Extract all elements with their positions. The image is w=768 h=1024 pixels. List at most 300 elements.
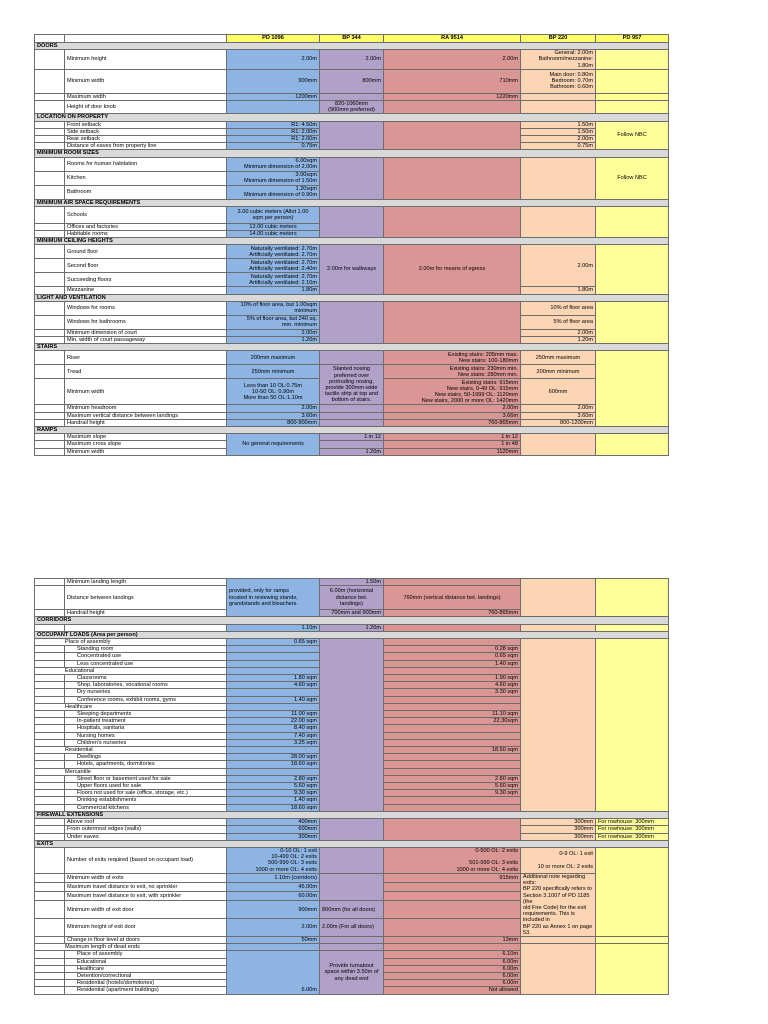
row-label: Mezzanine: [65, 287, 227, 294]
pd1096-cell: 2.00m: [227, 50, 320, 70]
bp344-cell: [320, 944, 384, 951]
row-stub: [35, 245, 65, 259]
pd1096-cell: 1.80 sqm: [227, 675, 320, 682]
row-stub: [35, 965, 65, 972]
table-row: [35, 624, 669, 631]
row-label: Minimum headroom: [65, 405, 227, 412]
row-stub: [35, 732, 65, 739]
row-stub: Residential: [35, 747, 227, 754]
row-label: Maximum length of dead ends: [35, 944, 227, 951]
row-label: Ground floor: [65, 245, 227, 259]
pd1096-cell: 3.25 sqm: [227, 739, 320, 746]
section-header-row: [35, 114, 669, 121]
row-label: Educational: [65, 958, 227, 965]
bp220-cell: [521, 936, 596, 943]
row-stub: [35, 287, 65, 294]
pd1096-cell: 2.00m: [227, 919, 320, 937]
bp344-cell: [320, 936, 384, 943]
ra9514-cell: 1220mm: [384, 93, 521, 100]
ra9514-cell: [384, 157, 521, 199]
ra9514-cell: 9.30 sqm: [384, 790, 521, 797]
ra9514-cell: [384, 696, 521, 703]
bp220-cell: 1.20m: [521, 337, 596, 344]
pd1096-cell: [227, 667, 320, 674]
bp344-cell: [320, 301, 384, 343]
row-stub: [35, 972, 65, 979]
ra9514-cell: [384, 206, 521, 237]
row-label: Healthcare: [65, 965, 227, 972]
row-label: Rooms for human habitation: [65, 157, 227, 171]
pd957-cell: [596, 50, 669, 70]
bp344-cell: 800mm: [320, 69, 384, 93]
bp220-cell: 1.80m: [521, 287, 596, 294]
row-label: Hotels, apartments, dormitories: [65, 761, 227, 768]
ra9514-cell: [384, 639, 521, 646]
pd1096-cell: [227, 101, 320, 114]
ra9514-cell: 2.00m for means of egress: [384, 245, 521, 294]
pd1096-cell: 11.00 sqm: [227, 711, 320, 718]
ra9514-cell: 6.00m: [384, 972, 521, 979]
pd1096-cell: 1.40 sqm: [227, 797, 320, 804]
pd1096-cell: Naturally ventilated: 2.70m Artificially ventilated: 2.10m: [227, 273, 320, 287]
ra9514-cell: 760mm (vertical distance bet. landings): [384, 586, 521, 610]
ra9514-cell: 4.60 sqm: [384, 682, 521, 689]
bp220-cell: [521, 579, 596, 617]
row-label: Minimum width of exit door: [65, 901, 227, 919]
row-stub: [35, 833, 65, 840]
row-stub: [35, 231, 65, 238]
bp344-cell: 1.20m: [320, 448, 384, 455]
row-label: Number of exits required (based on occupant load): [65, 847, 227, 873]
row-label: Offices and factories: [65, 223, 227, 230]
ra9514-cell: Existing stairs: 915mm New stairs, 0-49 OL: 915mm New stairs, 50-1999 OL: 1120mm New stairs, 2000 or more OL: 1420mm: [384, 379, 521, 405]
pd1096-cell: 6.00sqm Minimum dimension of 2.00m: [227, 157, 320, 171]
pd1096-cell: 1.20sqm Minimum dimension of 0.90m: [227, 185, 320, 199]
row-stub: [35, 689, 65, 696]
bp344-cell: 2.00m: [320, 50, 384, 70]
bp344-cell: 800mm (for all doors): [320, 901, 384, 919]
table-row: [35, 936, 669, 943]
pd1096-cell: 6.00m: [227, 951, 320, 994]
pd1096-cell: No general requirements: [227, 434, 320, 456]
row-label: Minimum height: [65, 50, 227, 70]
row-label: Commercial kitchens: [65, 804, 227, 811]
bp220-cell: [521, 639, 596, 812]
section-header-row: [35, 631, 669, 638]
row-label: Hospitals, sanitaria: [65, 725, 227, 732]
bp220-cell: 800-1200mm: [521, 419, 596, 426]
section-title: OCCUPANT LOADS (Area per person): [35, 631, 669, 638]
bp220-cell: 300mm: [521, 833, 596, 840]
table-row: [35, 365, 669, 379]
row-stub: [35, 412, 65, 419]
pd1096-cell: Naturally ventilated: 2.70m Artificially ventilated: 2.40m: [227, 259, 320, 273]
table-row: [35, 206, 669, 223]
pd1096-cell: provided, only for ramps located in reviewing stands, grandstands and bleachers.: [227, 579, 320, 617]
row-stub: [35, 419, 65, 426]
bp344-cell: [320, 819, 384, 841]
row-label: Height of door knob: [65, 101, 227, 114]
row-stub: [35, 797, 65, 804]
row-stub: [35, 405, 65, 412]
row-label: From outermost edges (walls): [65, 826, 227, 833]
ra9514-cell: [384, 819, 521, 841]
bp344-cell: 700mm and 900mm: [320, 610, 384, 617]
ra9514-cell: [384, 892, 521, 901]
section-header-row: [35, 840, 669, 847]
bp220-cell: 300mm: [521, 826, 596, 833]
row-label: Schools: [65, 206, 227, 223]
table-row: [35, 93, 669, 100]
col-bp220: BP 220: [521, 35, 596, 43]
row-label: Children's nurseries: [65, 739, 227, 746]
row-stub: [35, 610, 65, 617]
row-stub: [35, 379, 65, 405]
row-stub: [35, 301, 65, 315]
pd1096-cell: [227, 660, 320, 667]
bp220-cell: 1.50m: [521, 121, 596, 128]
row-label: Maximum travel distance to exit, with sprinkler: [65, 892, 227, 901]
row-label: Maximum slope: [65, 434, 227, 441]
ra9514-cell: Existing stairs: 205mm max. New stairs: 100-180mm: [384, 351, 521, 365]
pd1096-cell: 4.60 sqm: [227, 682, 320, 689]
bp220-cell: [521, 101, 596, 114]
pd957-cell: [596, 301, 669, 343]
bp220-cell: 0-9 OL: 1 exit 10 or more OL: 2 exits: [521, 847, 596, 873]
pd1096-cell: 5% of floor area, but 240 sq. mm. minimum: [227, 315, 320, 329]
pd1096-cell: 18.60 sqm: [227, 804, 320, 811]
row-stub: [35, 826, 65, 833]
pd1096-cell: R1: 2.00m: [227, 136, 320, 143]
ra9514-cell: [384, 579, 521, 586]
row-label: Nursing homes: [65, 732, 227, 739]
bp220-cell: [521, 93, 596, 100]
requirements-table-page2: [34, 578, 669, 995]
row-stub: [35, 718, 65, 725]
ra9514-cell: 6.00m: [384, 965, 521, 972]
bp220-cell: Main door: 0.80m Bedroom: 0.70m Bathroom: 0.60m: [521, 69, 596, 93]
row-stub: [35, 660, 65, 667]
bp344-cell: 820-1060mm (900mm preferred): [320, 101, 384, 114]
pd1096-cell: 45.00m: [227, 883, 320, 892]
pd1096-cell: 3.60m: [227, 412, 320, 419]
row-stub: [35, 653, 65, 660]
bp344-cell: 2.00m (For all doors): [320, 919, 384, 937]
row-label: Minimum landing length: [65, 579, 227, 586]
col-ra9514: RA 9514: [384, 35, 521, 43]
ra9514-cell: [384, 732, 521, 739]
row-stub: [35, 783, 65, 790]
row-stub: [35, 775, 65, 782]
pd957-cell: [596, 847, 669, 936]
row-label: Classrooms: [65, 675, 227, 682]
row-label: Maximum cross slope: [65, 441, 227, 448]
row-stub: [35, 675, 65, 682]
row-label: Tread: [65, 365, 227, 379]
row-stub: [35, 579, 65, 586]
pd1096-cell: 7.40 sqm: [227, 732, 320, 739]
pd1096-cell: 250mm minimum: [227, 365, 320, 379]
section-title: STAIRS: [35, 344, 669, 351]
row-stub: Healthcare: [35, 703, 227, 710]
ra9514-cell: 18.60 sqm: [384, 747, 521, 754]
bp220-cell: 2.00m: [521, 329, 596, 336]
bp220-cell: 2.00m: [521, 405, 596, 412]
row-label: Residential (hotels/dormitories): [65, 980, 227, 987]
bp344-cell: 2.00m for walkways: [320, 245, 384, 294]
bp344-cell: 6.00m (horizontal distance bet. landings): [320, 586, 384, 610]
ra9514-cell: 6.00m: [384, 980, 521, 987]
row-stub: [35, 790, 65, 797]
row-label: Less concentrated use: [65, 660, 227, 667]
ra9514-cell: [384, 761, 521, 768]
row-stub: [35, 919, 65, 937]
bp220-cell: General: 2.00m Bathroom/mezzanine: 1.80m: [521, 50, 596, 70]
ra9514-cell: 3.66m: [384, 412, 521, 419]
ra9514-cell: [384, 725, 521, 732]
ra9514-cell: 1.90 sqm: [384, 675, 521, 682]
requirements-table-page1: [34, 34, 669, 456]
ra9514-cell: 710mm: [384, 69, 521, 93]
row-label: Floors not used for sale (office, storage, etc.): [65, 790, 227, 797]
ra9514-cell: 2.00m: [384, 50, 521, 70]
row-label: Min. width of court passageway: [65, 337, 227, 344]
section-title: DOORS: [35, 43, 669, 50]
bp344-cell: Provide turnabout space within 3.50m of any dead end: [320, 951, 384, 994]
bp220-cell: 10% of floor area: [521, 301, 596, 315]
table-row: [35, 157, 669, 171]
row-label: Maximum vertical distance between landings: [65, 412, 227, 419]
section-title: MINIMUM ROOM SIZES: [35, 150, 669, 157]
bp220-cell: [521, 157, 596, 199]
pd957-cell: [596, 579, 669, 617]
pd1096-cell: 28.00 sqm: [227, 754, 320, 761]
ra9514-cell: [384, 883, 521, 892]
ra9514-cell: 1120mm: [384, 448, 521, 455]
row-stub: [35, 365, 65, 379]
ra9514-cell: 1 in 12: [384, 434, 521, 441]
table-row: [35, 819, 669, 826]
bp220-cell: 5% of floor area: [521, 315, 596, 329]
row-label: Rear setback: [65, 136, 227, 143]
pd1096-cell: 0.65 sqm: [227, 639, 320, 646]
pd1096-cell: 1.20m: [227, 337, 320, 344]
bp220-cell: 3.60m: [521, 412, 596, 419]
pd1096-cell: Less than 10 OL:0.75m 10-50 OL: 0.90m More than 50 OL:1.10m: [227, 379, 320, 405]
bp220-cell: 600mm: [521, 379, 596, 405]
pd1096-cell: 3.00 cubic meters (Allot 1.00 sqm per person): [227, 206, 320, 223]
bp344-cell: [320, 419, 384, 426]
pd1096-cell: 60.00m: [227, 892, 320, 901]
section-header-row: [35, 238, 669, 245]
row-label: In-patient treatment: [65, 718, 227, 725]
row-stub: [35, 958, 65, 965]
section-title: RAMPS: [35, 427, 669, 434]
pd957-cell: [596, 624, 669, 631]
bp344-cell: [320, 405, 384, 412]
row-label: Riser: [65, 351, 227, 365]
table-row: [35, 419, 669, 426]
bp344-cell: 1 in 12: [320, 434, 384, 441]
section-title: LOCATION ON PROPERTY: [35, 114, 669, 121]
pd1096-cell: 300mm: [227, 833, 320, 840]
pd957-cell: Follow NBC: [596, 157, 669, 199]
bp344-cell: [320, 93, 384, 100]
pd1096-cell: 8.40 sqm: [227, 725, 320, 732]
pd1096-cell: [227, 944, 320, 951]
row-label: Sleeping departments: [65, 711, 227, 718]
ra9514-cell: [384, 804, 521, 811]
row-label: Conference rooms, exhibit rooms, gyms: [65, 696, 227, 703]
section-header-row: [35, 427, 669, 434]
section-header-row: [35, 43, 669, 50]
row-label: Minimum dimension of court: [65, 329, 227, 336]
row-stub: [35, 951, 65, 958]
ra9514-cell: [384, 703, 521, 710]
pd1096-cell: R1: 4.50m: [227, 121, 320, 128]
pd957-cell: [596, 93, 669, 100]
row-stub: [35, 754, 65, 761]
row-label: Minimum width: [65, 448, 227, 455]
pd1096-cell: 1200mm: [227, 93, 320, 100]
pd1096-cell: 9.30 sqm: [227, 790, 320, 797]
ra9514-cell: 1.40 sqm: [384, 660, 521, 667]
pd957-cell: [596, 639, 669, 812]
row-stub: [35, 143, 65, 150]
row-stub: [35, 901, 65, 919]
row-label: Second floor: [65, 259, 227, 273]
pd1096-cell: 200mm maximum: [227, 351, 320, 365]
section-title: FIREWALL EXTENSIONS: [35, 811, 669, 818]
ra9514-cell: 13mm: [384, 936, 521, 943]
pd1096-cell: 2.00m: [227, 329, 320, 336]
ra9514-cell: [384, 739, 521, 746]
pd1096-cell: 0-10 OL: 1 exit 10-499 OL: 2 exits 500-999 OL: 3 exits 1000 or more OL: 4 exits: [227, 847, 320, 873]
table-row: [35, 434, 669, 441]
section-title: MINIMUM CEILING HEIGHTS: [35, 238, 669, 245]
ra9514-cell: [384, 797, 521, 804]
ra9514-cell: 11.10 sqm: [384, 711, 521, 718]
row-stub: [35, 682, 65, 689]
row-label: Handrail height: [65, 610, 227, 617]
ra9514-cell: 22.30sqm: [384, 718, 521, 725]
bp220-cell: [521, 434, 596, 456]
pd957-cell: [596, 245, 669, 294]
row-label: Habitable rooms: [65, 231, 227, 238]
pd1096-cell: 50mm: [227, 936, 320, 943]
bp344-cell: [320, 206, 384, 237]
row-stub: [35, 646, 65, 653]
row-label: Shop, laboratories, vocational rooms: [65, 682, 227, 689]
ra9514-cell: 915mm: [384, 873, 521, 882]
table-row: [35, 639, 669, 646]
row-label: Maximum travel distance to exit, no sprinkler: [65, 883, 227, 892]
pd957-cell: [596, 101, 669, 114]
bp344-cell: [320, 121, 384, 150]
pd1096-cell: 800-900mm: [227, 419, 320, 426]
ra9514-cell: [384, 301, 521, 343]
row-label: Distance of eaves from property line: [65, 143, 227, 150]
pd1096-cell: [227, 646, 320, 653]
row-label: Dry nurseries: [65, 689, 227, 696]
pd1096-cell: 12.00 cubic meters: [227, 223, 320, 230]
ra9514-cell: Existing stairs: 230mm min. New stairs: 280mm min.: [384, 365, 521, 379]
bp344-cell: [320, 351, 384, 365]
section-title: LIGHT AND VENTILATION: [35, 294, 669, 301]
row-stub: [35, 223, 65, 230]
table-row: [35, 405, 669, 412]
table-row: [35, 69, 669, 93]
row-stub: [35, 434, 65, 441]
row-stub: [35, 69, 65, 93]
bp220-cell: 2.00m: [521, 136, 596, 143]
row-label: Windows for bathrooms: [65, 315, 227, 329]
row-label: Bathroom: [65, 185, 227, 199]
row-label: Maximum width: [65, 93, 227, 100]
bp344-cell: Slanted nosing preferred over protruding nosing, provide 300mm-wide tactile strip at top and bottom of stairs.: [320, 365, 384, 405]
row-stub: [35, 624, 65, 631]
section-header-row: [35, 150, 669, 157]
pd1096-cell: 22.00 sqm: [227, 718, 320, 725]
bp344-cell: [320, 639, 384, 812]
col-pd957: PD 957: [596, 35, 669, 43]
ra9514-cell: [384, 768, 521, 775]
row-stub: [35, 448, 65, 455]
row-stub: [35, 987, 65, 994]
table-row: [35, 101, 669, 114]
pd1096-cell: 600mm: [227, 826, 320, 833]
bp344-cell: 1.50m: [320, 579, 384, 586]
row-stub: [35, 804, 65, 811]
row-stub: [35, 329, 65, 336]
pd1096-cell: [227, 703, 320, 710]
ra9514-cell: 3.30 sqm: [384, 689, 521, 696]
table-row: [35, 579, 669, 586]
bp220-cell: [521, 944, 596, 994]
pd957-cell: [596, 69, 669, 93]
pd1096-cell: 900mm: [227, 901, 320, 919]
row-stub: [35, 819, 65, 826]
pd1096-cell: 900mm: [227, 69, 320, 93]
ra9514-cell: [384, 101, 521, 114]
row-stub: [35, 101, 65, 114]
row-label: Standing room: [65, 646, 227, 653]
pd1096-cell: 10% of floor area, but 1.00sqm minimum: [227, 301, 320, 315]
row-label: Handrail height: [65, 419, 227, 426]
bp220-cell: 200mm minimum: [521, 365, 596, 379]
row-label: Residential (apartment buildings): [65, 987, 227, 994]
row-stub: [35, 337, 65, 344]
row-stub: Place of assembly: [35, 639, 227, 646]
bp344-cell: [320, 412, 384, 419]
bp220-cell: 300mm: [521, 819, 596, 826]
table-row: [35, 944, 669, 951]
row-stub: [35, 441, 65, 448]
table-row: [35, 121, 669, 128]
row-stub: [35, 171, 65, 185]
bp220-cell: 0.75m: [521, 143, 596, 150]
table-row: [35, 412, 669, 419]
pd957-cell: [596, 936, 669, 943]
ra9514-cell: 2.00m: [384, 405, 521, 412]
row-label: Above roof: [65, 819, 227, 826]
section-header-row: [35, 199, 669, 206]
row-stub: [35, 873, 65, 882]
ra9514-cell: 0.65 sqm: [384, 653, 521, 660]
bp220-cell: [521, 206, 596, 237]
row-stub: [35, 351, 65, 365]
row-label: Street floor or basement used for sale: [65, 775, 227, 782]
